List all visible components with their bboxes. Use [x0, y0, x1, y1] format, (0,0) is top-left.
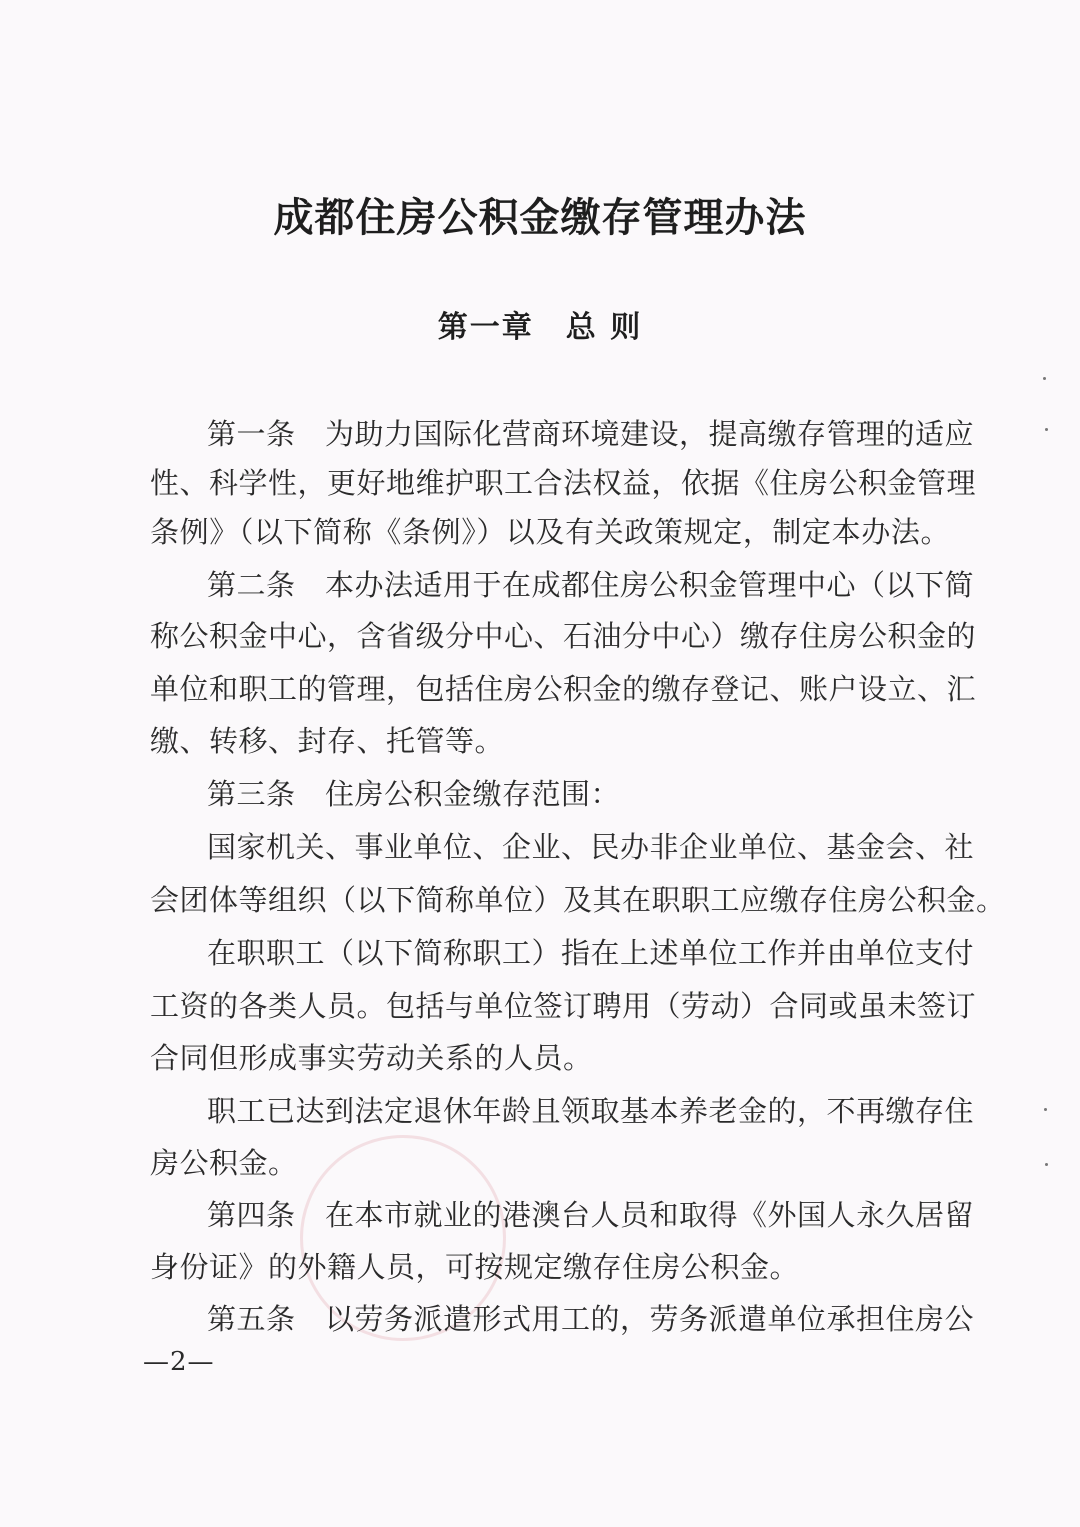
body-line: 第四条 在本市就业的港澳台人员和取得《外国人永久居留 — [207, 1198, 975, 1232]
scan-speck — [1045, 1163, 1048, 1166]
body-line: 第五条 以劳务派遣形式用工的，劳务派遣单位承担住房公 — [207, 1302, 975, 1336]
body-line: 职工已达到法定退休年龄且领取基本养老金的，不再缴存住 — [207, 1094, 975, 1128]
body-line: 在职职工（以下简称职工）指在上述单位工作并由单位支付 — [207, 936, 975, 970]
body-line: 第一条 为助力国际化营商环境建设，提高缴存管理的适应 — [207, 417, 975, 451]
body-line: 称公积金中心，含省级分中心、石油分中心）缴存住房公积金的 — [150, 619, 977, 653]
body-line: 单位和职工的管理，包括住房公积金的缴存登记、账户设立、汇 — [150, 672, 977, 706]
body-line: 第三条 住房公积金缴存范围： — [207, 777, 621, 811]
chapter-heading: 第一章 总 则 — [437, 310, 643, 345]
body-line: 工资的各类人员。包括与单位签订聘用（劳动）合同或虽未签订 — [150, 989, 977, 1023]
body-line: 缴、转移、封存、托管等。 — [150, 724, 505, 758]
body-line: 合同但形成事实劳动关系的人员。 — [150, 1041, 593, 1075]
body-line: 身份证》的外籍人员，可按规定缴存住房公积金。 — [150, 1250, 800, 1284]
scan-speck — [1044, 1108, 1047, 1111]
document-title: 成都住房公积金缴存管理办法 — [273, 194, 807, 241]
body-line: 第二条 本办法适用于在成都住房公积金管理中心（以下简 — [207, 568, 975, 602]
body-line: 国家机关、事业单位、企业、民办非企业单位、基金会、社 — [207, 830, 975, 864]
body-line: 会团体等组织（以下简称单位）及其在职职工应缴存住房公积金。 — [150, 883, 1006, 917]
body-line: 房公积金。 — [150, 1146, 298, 1180]
body-line: 性、科学性，更好地维护职工合法权益，依据《住房公积金管理 — [150, 466, 977, 500]
page-number: —2— — [143, 1347, 215, 1377]
body-line: 条例》（以下简称《条例》）以及有关政策规定，制定本办法。 — [150, 515, 950, 549]
scan-speck — [1043, 377, 1046, 380]
scan-speck — [1045, 428, 1048, 431]
